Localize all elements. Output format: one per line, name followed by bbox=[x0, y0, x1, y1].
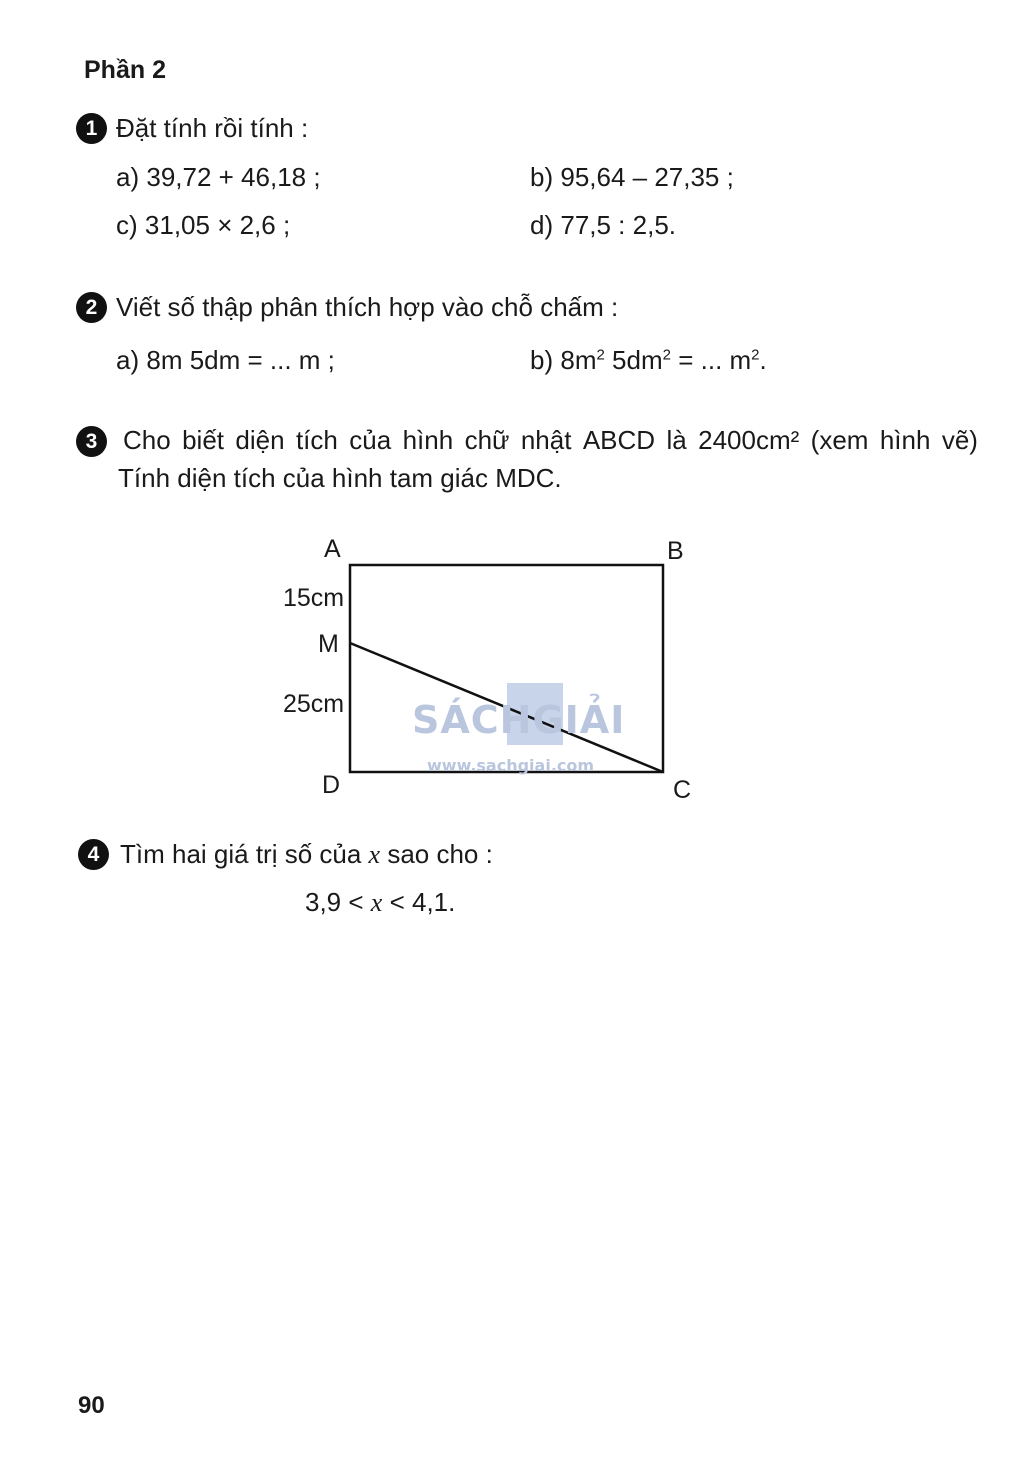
q3-word: diện bbox=[235, 425, 285, 455]
q4-inequality bbox=[305, 887, 455, 918]
section-title: Phần 2 bbox=[84, 56, 166, 84]
q4-text-after: sao cho : bbox=[387, 839, 493, 869]
q1-item-d-label: d) bbox=[530, 210, 554, 240]
q3-word: là bbox=[666, 425, 687, 455]
q3-word: hình bbox=[402, 425, 454, 455]
watermark-text: SÁCHGIẢI bbox=[412, 698, 626, 742]
q3-word: nhật bbox=[520, 425, 572, 455]
q1-item-a-expr: 39,72 + 46,18 ; bbox=[146, 162, 321, 192]
q1-item-a-label: a) bbox=[116, 162, 140, 192]
q3-word: biết bbox=[182, 425, 225, 455]
q2-item-b-sup3: 2 bbox=[751, 346, 760, 364]
q3-word: (xem bbox=[810, 425, 869, 455]
q2-item-b-sup1: 2 bbox=[596, 346, 605, 364]
question-3-line-2: Tính diện tích của hình tam giác MDC. bbox=[118, 463, 562, 493]
question-3-number: 3 bbox=[76, 426, 107, 457]
q3-word: Cho bbox=[123, 425, 171, 455]
q3-word: vẽ) bbox=[941, 425, 978, 455]
q2-item-b-label: b) bbox=[530, 345, 554, 375]
q4-variable: x bbox=[368, 840, 381, 869]
watermark-url: www.sachgiai.com bbox=[427, 756, 595, 775]
segment-am-length: 15cm bbox=[283, 584, 345, 612]
q2-item-b-part1: 8m bbox=[560, 345, 597, 375]
q2-item-b-part2: 5dm bbox=[604, 345, 663, 375]
q2-item-b-sup2: 2 bbox=[662, 346, 671, 364]
q3-word: ABCD bbox=[582, 425, 656, 455]
question-4-text bbox=[120, 839, 493, 870]
vertex-label-d: D bbox=[322, 771, 341, 799]
vertex-label-c: C bbox=[673, 776, 692, 804]
q1-item-d-expr: 77,5 : 2,5. bbox=[560, 210, 677, 240]
question-2-number: 2 bbox=[76, 292, 107, 323]
question-1-number: 1 bbox=[76, 113, 107, 144]
page-number: 90 bbox=[78, 1392, 105, 1419]
q3-word: tích bbox=[295, 425, 338, 455]
question-1-text: Đặt tính rồi tính : bbox=[116, 113, 309, 143]
q2-item-b-part3: = ... m bbox=[670, 345, 752, 375]
q2-item-a-label: a) bbox=[116, 345, 140, 375]
q1-item-c-expr: 31,05 × 2,6 ; bbox=[144, 210, 291, 240]
q3-word: chữ bbox=[464, 425, 510, 455]
q3-word: hình bbox=[879, 425, 931, 455]
segment-md-length: 25cm bbox=[283, 690, 345, 718]
vertex-label-a: A bbox=[324, 535, 341, 563]
q4-ineq-variable: x bbox=[370, 888, 383, 917]
q3-word: của bbox=[349, 425, 392, 455]
q1-item-b-expr: 95,64 – 27,35 ; bbox=[560, 162, 734, 192]
q2-item-a-expr: 8m 5dm = ... m ; bbox=[146, 345, 335, 375]
vertex-label-b: B bbox=[667, 537, 684, 565]
question-2-text: Viết số thập phân thích hợp vào chỗ chấm : bbox=[116, 292, 619, 322]
question-4-number: 4 bbox=[78, 839, 109, 870]
q3-word: 2400cm² bbox=[698, 425, 800, 455]
q4-ineq-right: < 4,1. bbox=[389, 887, 456, 917]
q4-text-before: Tìm hai giá trị số của bbox=[120, 839, 362, 869]
q1-item-c-label: c) bbox=[116, 210, 138, 240]
q4-ineq-left: 3,9 < bbox=[305, 887, 364, 917]
q1-item-b-label: b) bbox=[530, 162, 554, 192]
point-label-m: M bbox=[318, 630, 339, 658]
q2-item-b-end: . bbox=[759, 345, 767, 375]
